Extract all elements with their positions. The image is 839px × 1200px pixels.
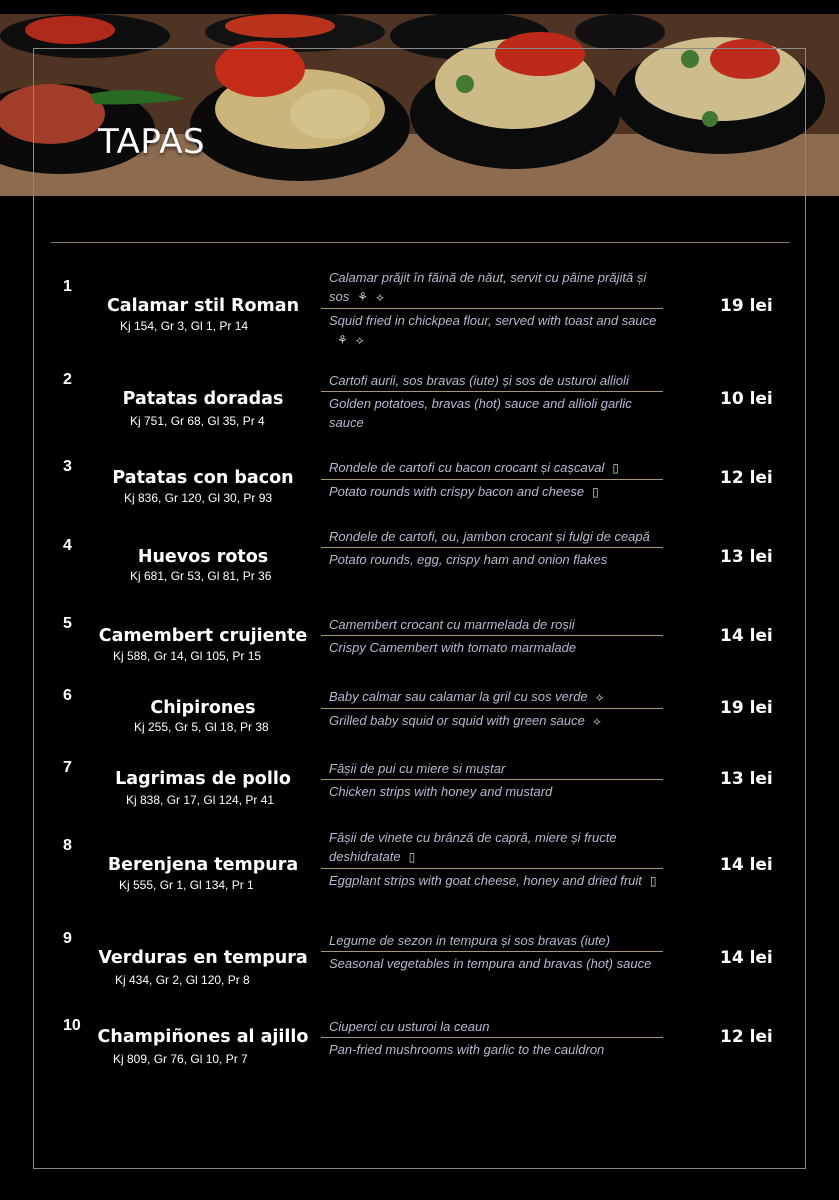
description-text: Squid fried in chickpea flour, served with toast and sauce: [329, 313, 657, 328]
item-nutrition: Kj 809, Gr 76, Gl 10, Pr 7: [113, 1052, 248, 1066]
description-english: [321, 709, 663, 731]
item-nutrition: Kj 588, Gr 14, Gl 105, Pr 15: [113, 649, 262, 663]
wheat-icon: ⚘: [357, 290, 368, 304]
item-description: [321, 371, 663, 432]
description-text: Pan-fried mushrooms with garlic to the cauldron: [329, 1042, 605, 1057]
item-name: Chipirones: [150, 698, 256, 718]
description-text: Ciuperci cu usturoi la ceaun: [329, 1019, 490, 1034]
item-description: [321, 759, 663, 801]
description-romanian: [321, 527, 663, 548]
menu-frame: [33, 48, 806, 1169]
item-nutrition: Kj 154, Gr 3, Gl 1, Pr 14: [120, 319, 249, 333]
item-price: 10 lei: [720, 389, 773, 409]
item-name: Berenjena tempura: [107, 855, 299, 875]
description-text: Eggplant strips with goat cheese, honey and dried fruit: [329, 873, 642, 888]
item-name: Patatas doradas: [122, 389, 284, 409]
item-price: 13 lei: [720, 547, 773, 567]
item-nutrition: Kj 836, Gr 120, Gl 30, Pr 93: [124, 491, 273, 505]
wheat-icon: ⚘: [337, 333, 348, 347]
description-text: Cartofi aurii, sos bravas (iute) și sos de usturoi allioli: [329, 373, 629, 388]
item-description: [321, 828, 663, 891]
description-text: Potato rounds with crispy bacon and cheese: [329, 484, 585, 499]
description-english: [321, 548, 663, 569]
item-number: 10: [63, 1017, 81, 1034]
item-number: 4: [63, 537, 72, 554]
description-english: [321, 480, 663, 502]
description-english: [321, 636, 663, 657]
item-name: Champiñones al ajillo: [97, 1027, 309, 1047]
item-price: 12 lei: [720, 468, 773, 488]
item-nutrition: Kj 434, Gr 2, Gl 120, Pr 8: [115, 973, 250, 987]
description-text: Crispy Camembert with tomato marmalade: [329, 640, 577, 655]
item-number: 5: [63, 615, 72, 632]
description-english: [321, 869, 663, 891]
description-text: Camembert crocant cu marmelada de roșii: [329, 617, 575, 632]
description-romanian: [321, 687, 663, 709]
item-description: [321, 687, 663, 731]
item-name: Calamar stil Roman: [106, 296, 300, 316]
item-nutrition: Kj 555, Gr 1, Gl 134, Pr 1: [119, 878, 254, 892]
description-romanian: [321, 371, 663, 392]
description-romanian: [321, 458, 663, 480]
item-price: 19 lei: [720, 698, 773, 718]
item-price: 14 lei: [720, 626, 773, 646]
description-text: Chicken strips with honey and mustard: [329, 784, 553, 799]
item-nutrition: Kj 255, Gr 5, Gl 18, Pr 38: [134, 720, 269, 734]
fish-icon: ⟡: [592, 714, 601, 728]
description-text: Calamar prăjit în făină de năut, servit cu pâine prăjită și sos: [329, 270, 647, 304]
description-text: Rondele de cartofi, ou, jambon crocant și fulgi de ceapă: [329, 529, 650, 544]
description-text: Seasonal vegetables in tempura and bravas (hot) sauce: [329, 956, 652, 971]
description-romanian: [321, 1017, 663, 1038]
tapas-photo-illustration: [0, 14, 839, 196]
item-price: 12 lei: [720, 1027, 773, 1047]
description-english: [321, 309, 663, 350]
item-name: Verduras en tempura: [98, 948, 308, 968]
item-description: [321, 1017, 663, 1059]
milk-icon: ▯: [649, 874, 657, 888]
description-romanian: [321, 615, 663, 636]
description-text: Golden potatoes, bravas (hot) sauce and allioli garlic sauce: [329, 396, 632, 430]
item-number: 6: [63, 687, 72, 704]
description-text: Rondele de cartofi cu bacon crocant și cașcaval: [329, 460, 605, 475]
item-number: 7: [63, 759, 72, 776]
header-divider: [51, 242, 790, 243]
item-description: [321, 458, 663, 502]
description-english: [321, 1038, 663, 1059]
item-name: Patatas con bacon: [112, 468, 294, 488]
description-romanian: [321, 931, 663, 952]
description-text: Potato rounds, egg, crispy ham and onion flakes: [329, 552, 608, 567]
description-english: [321, 952, 663, 973]
item-description: [321, 527, 663, 569]
item-number: 1: [63, 278, 72, 295]
fish-icon: ⟡: [355, 333, 364, 347]
item-number: 3: [63, 458, 72, 475]
item-name: Camembert crujiente: [98, 626, 308, 646]
milk-icon: ▯: [408, 850, 416, 864]
item-number: 8: [63, 837, 72, 854]
description-romanian: [321, 268, 663, 309]
item-description: [321, 615, 663, 657]
item-description: [321, 931, 663, 973]
fish-icon: ⟡: [595, 690, 604, 704]
page-title: TAPAS: [98, 122, 206, 162]
item-nutrition: Kj 751, Gr 68, Gl 35, Pr 4: [130, 414, 265, 428]
item-price: 13 lei: [720, 769, 773, 789]
description-text: Fâșii de vinete cu brânză de capră, miere și fructe deshidratate: [329, 830, 617, 864]
fish-icon: ⟡: [376, 290, 384, 304]
milk-icon: ▯: [592, 485, 599, 499]
milk-icon: ▯: [612, 461, 619, 475]
description-text: Fâșii de pui cu miere si muștar: [329, 761, 506, 776]
description-romanian: [321, 828, 663, 869]
description-english: [321, 392, 663, 432]
item-number: 9: [63, 930, 72, 947]
description-text: Grilled baby squid or squid with green sauce: [329, 713, 585, 728]
description-romanian: [321, 759, 663, 780]
description-text: Legume de sezon in tempura și sos bravas (iute): [329, 933, 611, 948]
item-number: 2: [63, 371, 72, 388]
item-name: Huevos rotos: [137, 547, 269, 567]
item-nutrition: Kj 838, Gr 17, Gl 124, Pr 41: [126, 793, 275, 807]
item-price: 14 lei: [720, 948, 773, 968]
description-english: [321, 780, 663, 801]
description-text: Baby calmar sau calamar la gril cu sos verde: [329, 689, 588, 704]
item-price: 19 lei: [720, 296, 773, 316]
item-price: 14 lei: [720, 855, 773, 875]
item-nutrition: Kj 681, Gr 53, Gl 81, Pr 36: [130, 569, 272, 583]
item-name: Lagrimas de pollo: [115, 769, 291, 789]
hero-photo: [0, 14, 839, 196]
item-description: [321, 268, 663, 350]
